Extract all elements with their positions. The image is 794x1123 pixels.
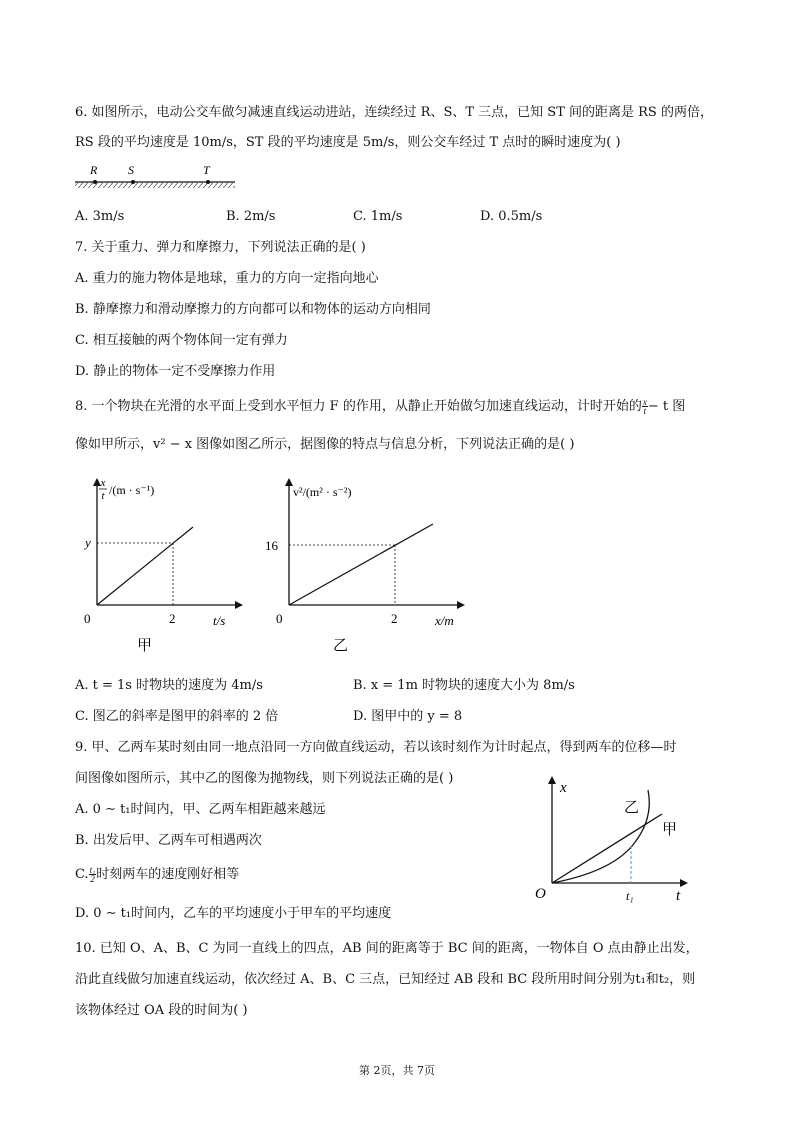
q9-option-c-text: 时刻两车的速度刚好相等 — [96, 867, 240, 882]
fraction-numerator: t₁ — [89, 865, 96, 875]
q8-option-d: D. 图甲中的 y = 8 — [353, 709, 463, 724]
q6-road-diagram — [75, 162, 240, 196]
q8-graph-yi — [265, 472, 475, 662]
q9-graph-label-yi: 乙 — [624, 800, 640, 816]
page-footer: 第 2页，共 7页 — [359, 1064, 435, 1077]
q7-option-b: B. 静摩擦力和滑动摩擦力的方向都可以和物体的运动方向相同 — [75, 302, 431, 317]
point-r — [93, 180, 97, 184]
graph-jia-frac-num: x — [100, 477, 106, 489]
graph-jia-frac-den: t — [101, 490, 105, 502]
q7-stem: 7. 关于重力、弹力和摩擦力，下列说法正确的是( ) — [75, 240, 366, 255]
q9-option-b: B. 出发后甲、乙两车可相遇两次 — [75, 833, 262, 848]
q8-option-b: B. x = 1m 时物块的速度大小为 8m/s — [353, 678, 575, 693]
q8-line2: 像如甲所示，v² − x 图像如图乙所示，据图像的特点与信息分析，下列说法正确的是( ) — [75, 437, 575, 452]
q8-graph-jia — [75, 472, 265, 662]
point-t — [206, 180, 210, 184]
q9-option-c — [75, 866, 239, 884]
q8-line1-tail: − t 图 — [647, 399, 686, 414]
graph-jia-ylabel: /(m · s⁻¹) — [109, 483, 155, 497]
label-s: S — [128, 163, 134, 177]
q9-graph-t1: t₁ — [626, 889, 634, 903]
q9-option-a: A. 0 ∼ t₁时间内，甲、乙两车相距越来越远 — [75, 802, 326, 817]
graph-jia-x-mark: 2 — [169, 611, 176, 626]
q10-line1: 10. 已知 O、A、B、C 为同一直线上的四点，AB 间的距离等于 BC 间的距离，一物体自 O 点由静止出发， — [75, 941, 699, 956]
point-s — [131, 180, 135, 184]
graph-jia-y-mark: y — [85, 535, 91, 550]
q7-option-a: A. 重力的施力物体是地球，重力的方向一定指向地心 — [75, 271, 379, 286]
graph-yi-x-mark: 2 — [391, 611, 398, 626]
q9-graph-label-jia: 甲 — [662, 822, 678, 838]
graph-yi-ylabel: v²/(m² · s⁻²) — [293, 485, 352, 499]
graph-yi-xlabel: x/m — [435, 613, 454, 628]
graph-yi-y-mark: 16 — [265, 538, 278, 553]
fraction-numerator: x — [642, 397, 647, 407]
q7-option-c: C. 相互接触的两个物体间一定有弹力 — [75, 333, 288, 348]
q9-graph-origin: O — [535, 886, 546, 902]
q9-option-c-letter: C. — [75, 867, 89, 882]
q7-option-d: D. 静止的物体一定不受摩擦力作用 — [75, 364, 276, 379]
q9-graph-ylabel: x — [560, 780, 567, 796]
label-r: R — [90, 163, 98, 177]
q6-option-c: C. 1m/s — [353, 209, 403, 224]
q6-option-a: A. 3m/s — [75, 209, 125, 224]
q6-option-b: B. 2m/s — [226, 209, 276, 224]
q9-xt-graph — [530, 770, 700, 905]
q9-line2: 间图像如图所示，其中乙的图像为抛物线，则下列说法正确的是( ) — [75, 771, 454, 786]
q9-option-d: D. 0 ∼ t₁时间内，乙车的平均速度小于甲车的平均速度 — [75, 906, 392, 921]
label-t: T — [203, 163, 210, 177]
q6-line2: RS 段的平均速度是 10m/s，ST 段的平均速度是 5m/s，则公交车经过 T 点时的瞬时速度为( ) — [75, 135, 621, 150]
q6-option-d: D. 0.5m/s — [480, 209, 543, 224]
fraction-denominator: t — [643, 406, 647, 416]
graph-yi-origin: 0 — [276, 611, 283, 626]
graph-yi-caption: 乙 — [333, 638, 349, 654]
graph-jia-xlabel: t/s — [213, 613, 226, 628]
graph-jia-caption: 甲 — [137, 638, 153, 654]
graph-jia-origin: 0 — [84, 611, 91, 626]
q8-option-a: A. t = 1s 时物块的速度为 4m/s — [75, 678, 263, 693]
q9-line1: 9. 甲、乙两车某时刻由同一地点沿同一方向做直线运动，若以该时刻作为计时起点，得到两车的位移—时 — [75, 740, 677, 755]
q10-line3: 该物体经过 OA 段的时间为( ) — [75, 1003, 248, 1018]
q8-line1-text: 8. 一个物块在光滑的水平面上受到水平恒力 F 的作用，从静止开始做匀加速直线运动，计时开始的 — [75, 399, 642, 414]
fraction-denominator: 2 — [90, 874, 95, 884]
q10-line2: 沿此直线做匀加速直线运动，依次经过 A、B、C 三点，已知经过 AB 段和 BC 段所用时间分别为t₁和t₂，则 — [75, 972, 696, 987]
q9-graph-xlabel: t — [676, 888, 681, 904]
q8-option-c: C. 图乙的斜率是图甲的斜率的 2 倍 — [75, 709, 279, 724]
q8-line1 — [75, 398, 685, 416]
q6-line1: 6. 如图所示，电动公交车做匀减速直线运动进站，连续经过 R、S、T 三点，已知 ST 间的距离是 RS 的两倍， — [75, 105, 713, 120]
